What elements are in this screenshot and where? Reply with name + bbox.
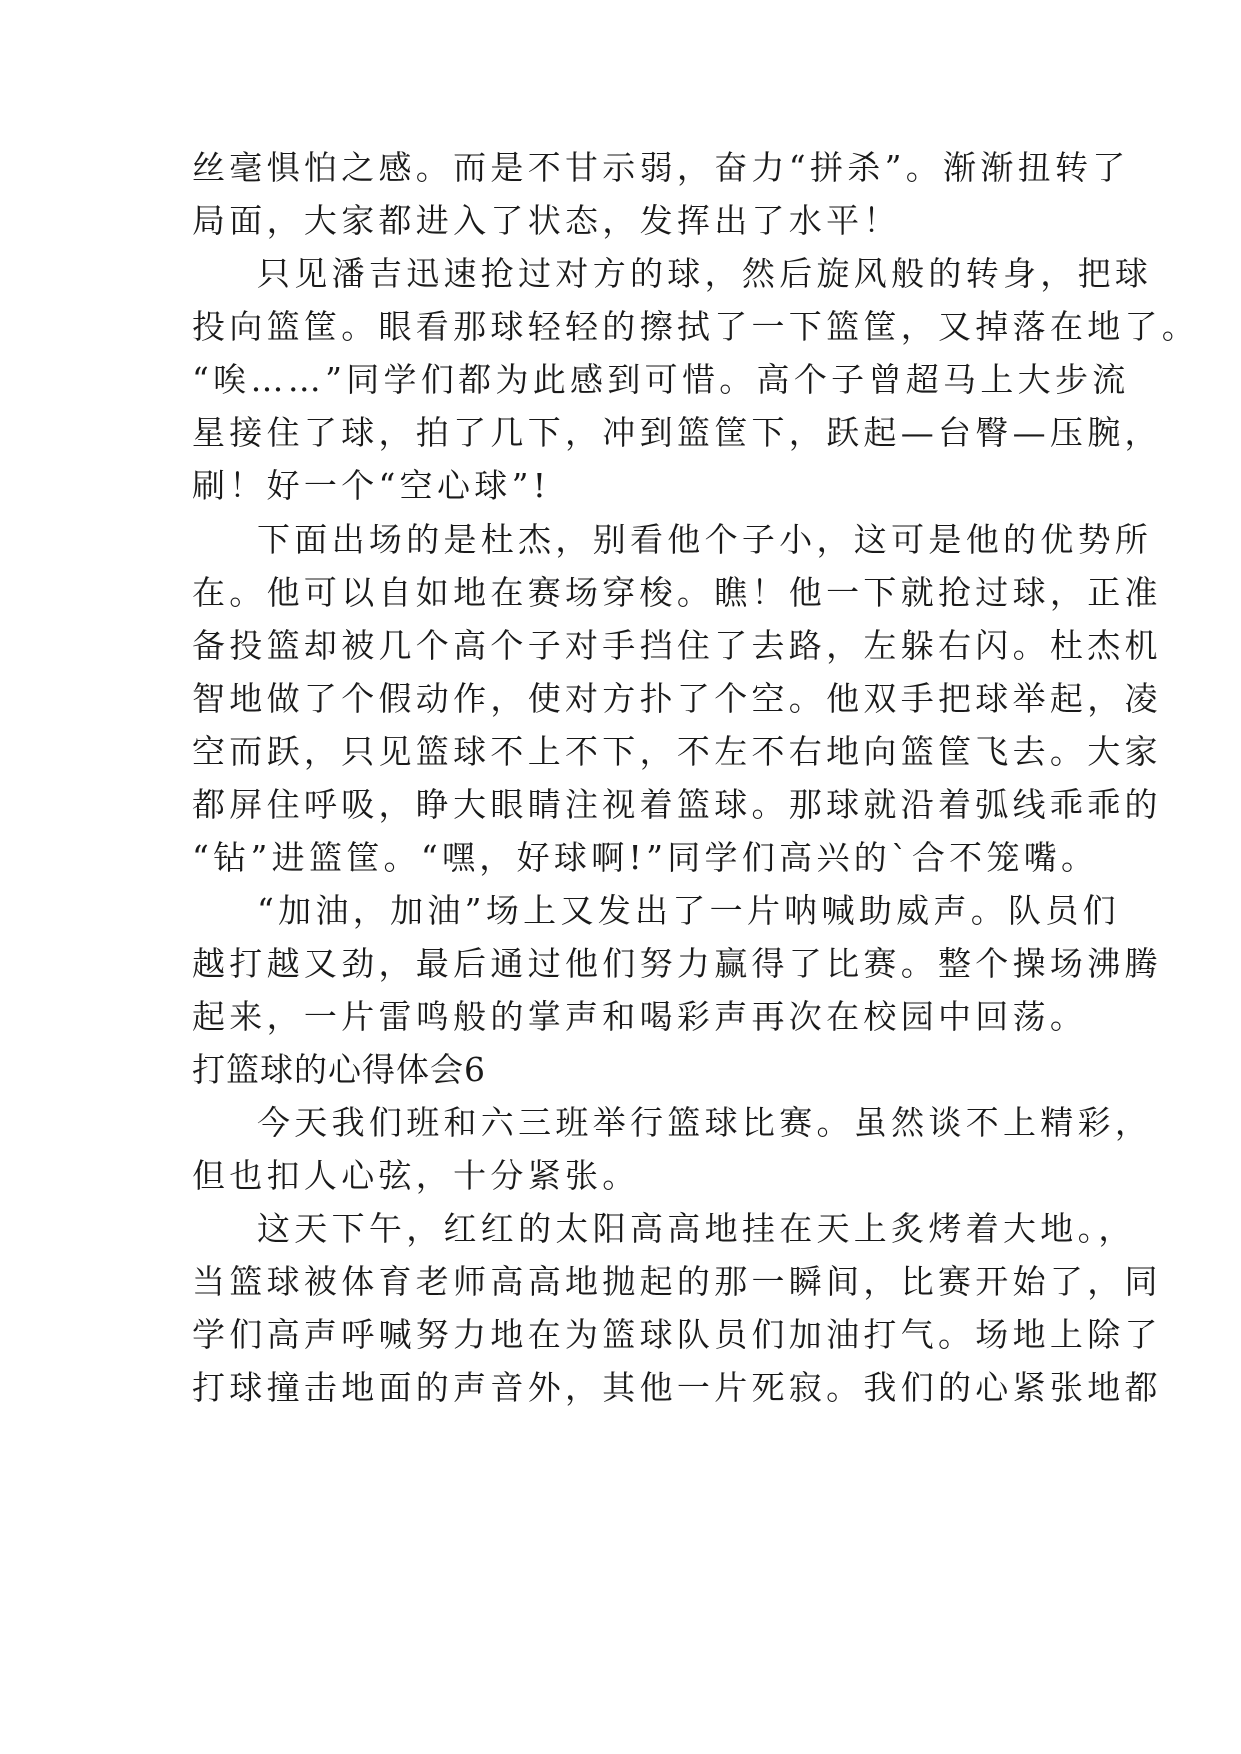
paragraph-line: 刷！好一个“空心球”! [192,466,551,505]
section-heading: 打篮球的心得体会6 [192,1050,486,1089]
paragraph-line: 丝毫惧怕之感。而是不甘示弱，奋力“拼杀”。渐渐扭转了 [192,148,1130,187]
paragraph-line: 星接住了球，拍了几下，冲到篮筐下，跃起—台臀—压腕， [192,413,1162,452]
paragraph-line: 备投篮却被几个高个子对手挡住了去路，左躲右闪。杜杰机 [192,626,1162,665]
paragraph-line: 当篮球被体育老师高高地抛起的那一瞬间，比赛开始了，同 [192,1262,1162,1301]
paragraph-line: “加油，加油”场上又发出了一片呐喊助威声。队员们 [257,891,1120,930]
paragraph-line: 局面，大家都进入了状态，发挥出了水平！ [192,201,901,240]
paragraph-line: “唉……”同学们都为此感到可惜。高个子曾超马上大步流 [192,360,1130,399]
paragraph-line: 今天我们班和六三班举行篮球比赛。虽然谈不上精彩， [257,1103,1153,1142]
paragraph-line: 这天下午，红红的太阳高高地挂在天上炙烤着大地。， [257,1209,1136,1248]
paragraph-line: 空而跃，只见篮球不上不下，不左不右地向篮筐飞去。大家 [192,732,1162,771]
paragraph-line: 下面出场的是杜杰，别看他个子小，这可是他的优势所 [257,520,1153,559]
paragraph-line: 都屏住呼吸，睁大眼睛注视着篮球。那球就沿着弧线乖乖的 [192,785,1162,824]
paragraph-line: 只见潘吉迅速抢过对方的球，然后旋风般的转身，把球 [257,254,1153,293]
paragraph-line: 学们高声呼喊努力地在为篮球队员们加油打气。场地上除了 [192,1315,1162,1354]
paragraph-line: 在。他可以自如地在赛场穿梭。瞧！他一下就抢过球，正准 [192,573,1162,612]
paragraph-line: “钻”进篮筐。“嘿，好球啊!”同学们高兴的`合不笼嘴。 [192,838,1099,877]
paragraph-line: 智地做了个假动作，使对方扑了个空。他双手把球举起，凌 [192,679,1162,718]
paragraph-line: 但也扣人心弦，十分紧张。 [192,1156,640,1195]
paragraph-line: 投向篮筐。眼看那球轻轻的擦拭了一下篮筐，又掉落在地了。 [192,307,1200,346]
paragraph-line: 越打越又劲，最后通过他们努力赢得了比赛。整个操场沸腾 [192,944,1162,983]
paragraph-line: 起来，一片雷鸣般的掌声和喝彩声再次在校园中回荡。 [192,997,1088,1036]
paragraph-line: 打球撞击地面的声音外，其他一片死寂。我们的心紧张地都 [192,1368,1162,1407]
